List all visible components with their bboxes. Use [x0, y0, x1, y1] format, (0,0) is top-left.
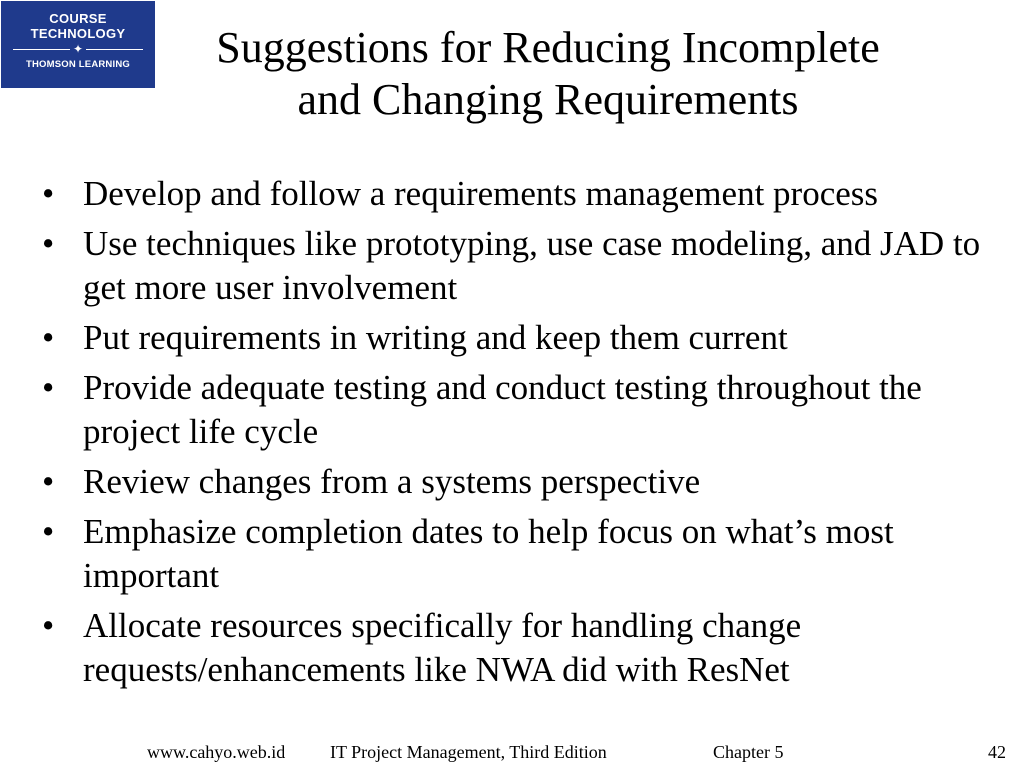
bullet-icon: •	[42, 606, 55, 645]
publisher-logo	[1, 1, 155, 88]
bullet-text: Put requirements in writing and keep them current	[83, 318, 788, 357]
slide-title-line-2: and Changing Requirements	[297, 75, 799, 124]
bullet-text: Develop and follow a requirements management process	[83, 174, 879, 213]
bullet-item	[42, 222, 1022, 310]
bullet-item	[42, 510, 1022, 598]
star-icon: ✦	[1, 42, 155, 56]
slide-title-line-1: Suggestions for Reducing Incomplete	[216, 23, 880, 72]
bullet-item	[42, 316, 1022, 360]
footer-website: www.cahyo.web.id	[147, 742, 286, 762]
page-number: 42	[988, 742, 1006, 762]
bullet-item	[42, 460, 1022, 504]
bullet-icon: •	[42, 512, 55, 551]
bullet-icon: •	[42, 174, 55, 213]
bullet-icon: •	[42, 368, 55, 407]
logo-text-thomson-learning: THOMSON LEARNING	[25, 59, 130, 70]
logo-text-technology: TECHNOLOGY	[30, 26, 126, 41]
bullet-item	[42, 366, 1022, 454]
bullet-text: Emphasize completion dates to help focus on what’s most important	[83, 512, 894, 595]
bullet-item	[42, 604, 1022, 692]
bullet-icon: •	[42, 318, 55, 357]
bullet-text: Provide adequate testing and conduct testing throughout the project life cycle	[83, 368, 922, 451]
footer-chapter: Chapter 5	[713, 742, 784, 762]
bullet-item	[42, 172, 1022, 216]
bullet-list	[42, 172, 1022, 698]
logo-text-course: COURSE	[49, 11, 107, 26]
bullet-text: Use techniques like prototyping, use case modeling, and JAD to get more user involvement	[83, 224, 981, 307]
footer-book-title: IT Project Management, Third Edition	[330, 742, 607, 762]
bullet-icon: •	[42, 462, 55, 501]
bullet-icon: •	[42, 224, 55, 263]
bullet-text: Allocate resources specifically for handling change requests/enhancements like NWA did with ResNet	[83, 606, 802, 689]
slide-title	[160, 22, 936, 126]
bullet-text: Review changes from a systems perspective	[83, 462, 701, 501]
